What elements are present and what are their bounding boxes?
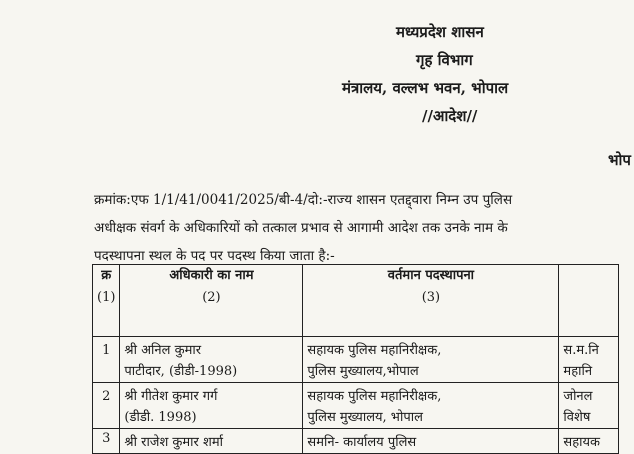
header-serial-num: (1) — [97, 290, 116, 305]
serial-cell: 3 — [93, 429, 120, 454]
place-text: भोप — [608, 151, 631, 169]
order-text-line-2: अधीक्षक संवर्ग के अधिकारियों को तत्काल प्रभाव से आगामी आदेश तक उनके नाम के — [94, 220, 508, 236]
officer-name-line: (डीडी. 1998) — [124, 410, 197, 425]
current-posting-cell — [303, 337, 559, 383]
officer-name-cell — [120, 429, 303, 454]
current-posting-line: समनि- कार्यालय पुलिस — [307, 435, 417, 450]
posting-table — [92, 264, 619, 454]
new-posting-cell — [559, 429, 619, 454]
header-officer-name — [120, 265, 303, 337]
officer-name-cell — [120, 383, 303, 429]
order-text-line-3: पदस्थापना स्थल के पद पर पदस्थ किया जाता है:- — [94, 248, 335, 264]
current-posting-line: सहायक पुलिस महानिरीक्षक, — [307, 389, 442, 404]
officer-name-line: श्री गीतेश कुमार गर्ग — [124, 389, 218, 404]
office-address: मंत्रालय, वल्लभ भवन, भोपाल — [342, 79, 509, 97]
order-text-line-1: क्रमांक:एफ 1/1/41/0041/2025/बी-4/दो:-राज्य शासन एतद्द्वारा निम्न उप पुलिस — [94, 192, 513, 208]
current-posting-cell — [303, 383, 559, 429]
new-posting-line: जोनल — [563, 389, 593, 404]
header-serial-title: क्र — [101, 268, 112, 283]
new-posting-line: विशेष — [563, 410, 591, 425]
current-posting-cell — [303, 429, 559, 454]
new-posting-line: स.म.नि — [563, 343, 599, 358]
new-posting-cell — [559, 337, 619, 383]
header-serial — [93, 265, 120, 337]
officer-name-cell — [120, 337, 303, 383]
government-name: मध्यप्रदेश शासन — [396, 23, 484, 41]
current-posting-line: पुलिस मुख्यालय, भोपाल — [307, 410, 423, 425]
officer-name-line: श्री राजेश कुमार शर्मा — [124, 435, 223, 450]
order-title: //आदेश// — [422, 107, 478, 125]
current-posting-line: सहायक पुलिस महानिरीक्षक, — [307, 343, 442, 358]
header-current-num: (3) — [421, 290, 441, 305]
officer-name-line: श्री अनिल कुमार — [124, 343, 202, 358]
current-posting-line: पुलिस मुख्यालय,भोपाल — [307, 364, 419, 379]
table-row — [93, 337, 619, 383]
header-current-title: वर्तमान पदस्थापना — [387, 268, 475, 283]
header-officer-num: (2) — [202, 290, 221, 305]
new-posting-cell — [559, 383, 619, 429]
officer-name-line: पाटीदार, (डीडी-1998) — [124, 364, 238, 379]
table-row — [93, 383, 619, 429]
header-current-posting — [303, 265, 559, 337]
new-posting-line: महानि — [563, 364, 593, 379]
department-name: गृह विभाग — [416, 51, 473, 69]
table-header-row — [93, 265, 619, 337]
serial-cell: 1 — [93, 337, 120, 383]
serial-cell: 2 — [93, 383, 120, 429]
table-row — [93, 429, 619, 454]
new-posting-line: सहायक — [563, 435, 601, 450]
header-new-posting — [559, 265, 619, 337]
header-officer-title: अधिकारी का नाम — [169, 268, 254, 283]
